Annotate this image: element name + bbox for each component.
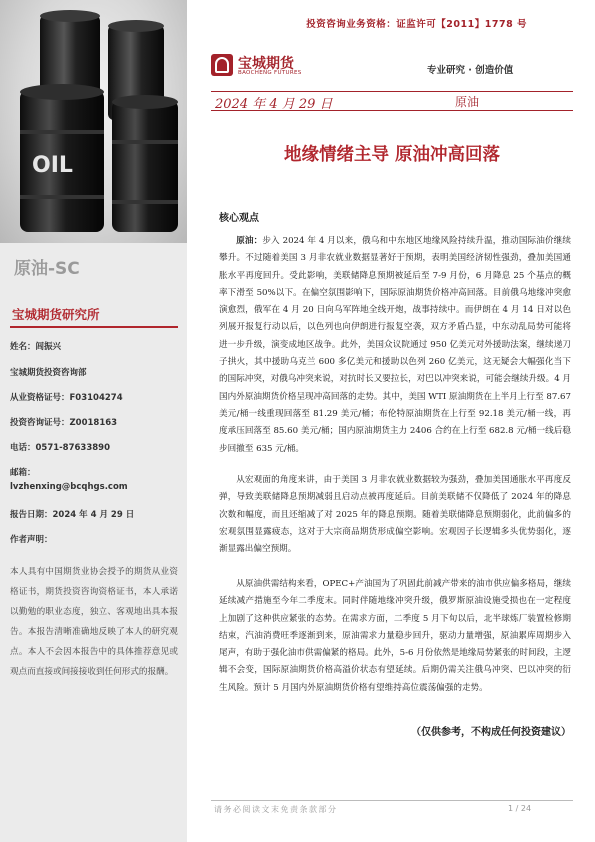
company-logo (211, 54, 315, 80)
footer-divider (211, 800, 573, 801)
institute-divider (10, 326, 178, 328)
sidebar (0, 0, 187, 842)
logo-en-text: BAOCHENG FUTURES (238, 70, 302, 76)
paragraph-lead: 原油： (236, 236, 263, 246)
footer-notice: 请务必阅读文末免责条款部分 (214, 805, 338, 814)
paragraph-body: 步入 2024 年 4 月以来，俄乌和中东地区地缘风险持续升温，推动国际油价继续攀升。不过随着美国 3 月非农就业数据显著好于预期，表明美国经济韧性强劲，叠加美国通胀水平再度回升。受此影响，美联储降息预期被延后至 7-9 月份，6 月降息 25 个基点的概率下滑至 50%以下。在偏空氛围影响下，国际原油期货价格冲高回落。目前俄乌地缘冲突愈演愈烈，俄军在 4 月 20 日向乌军阵地全线开炮，战事持续中。而伊朗在 4 月 14 日对以色列展开报复行动以后，以色列也向伊朗进行报复空袭，双方矛盾凸显，中东动乱局势可能将进一步升级，演变成地区战争。此外，美国众议院通过 950 亿美元对外援助法案，继续递刀子拱火，其中援助乌克兰 600 多亿美元和援助以色列 260 亿美元，这无疑会大幅强化当下的国际冲突，对俄乌冲突来说，对抗时长又要拉长，对巴以冲突来说，可能会继续升级。4 月国内外原油期货价格呈现冲高回落的走势。其中，美国 WTI 原油期货在上半月上行至 87.67 美元/桶一线重现回落至 81.29 美元/桶；布伦特原油期货在上行至 92.18 美元/桶一线，再度承压回落至 85.60 美元/桶；国内原油期货主力 2406 合约在上行至 682.8 元/桶一线后稳步回撤至 635 元/桶。 (219, 236, 571, 454)
paragraph-supply-demand: 从原油供需结构来看，OPEC+产油国为了巩固此前减产带来的油市供应偏多格局，继续延续减产措施至今年二季度末。同时伴随地缘冲突升级，俄罗斯原油设施受损也在一定程度上加剧了这种供应紧张的态势。在需求方面，二季度 5 月下旬以后，北半球炼厂装置检修期结束，汽油消费旺季逐渐到来，原油需求力量稳步回升，驱动力量增强，原油累库周期步入尾声，有助于强化油市供需偏紧的格局。此外，5-6 月份依然是地缘局势紧张的时间段，主逻辑不会变，国际原油期货价格高溢价状态有望延续。后期仍需关注俄乌冲突、巴以冲突的衍生风险。预计 5 月国内外原油期货价格有望维持高位震荡偏强的走势。 (219, 579, 571, 693)
email-label: 邮箱： (10, 468, 36, 478)
product-code: 原油-SC (14, 259, 80, 279)
cover-image-oil-barrels (0, 0, 187, 243)
logo-cn-text: 宝城期货 (238, 56, 294, 72)
barrel-label: OIL (32, 153, 73, 178)
author-statement-label: 作者声明： (10, 535, 53, 545)
oil-barrels-illustration (0, 0, 187, 243)
paragraph-oil-overview (219, 233, 571, 458)
advisory-number: 投资咨询证号：Z0018163 (10, 418, 118, 428)
disclaimer: （仅供参考，不构成任何投资建议） (411, 727, 571, 738)
paragraph-macro: 从宏观面的角度来讲，由于美国 3 月非农就业数据较为强劲，叠加美国通胀水平再度反弹，导致美联储降息预期减弱且启动点被再度延后。目前美联储不仅降低了 2024 年的降息次数和幅度，而且还缩减了对 2025 年的降息预期。随着美联储降息预期弱化，此前偏多的宏观氛围显露疲态，这对于大宗商品期货形成偏空影响。宏观因子长逻辑多头优势弱化，逐渐显露出偏空预期。 (219, 475, 571, 555)
date-bar (211, 91, 573, 111)
barrel-front-right (112, 100, 178, 232)
institute-name: 宝城期货研究所 (12, 307, 100, 322)
slogan: 专业研究 · 创造价值 (427, 65, 514, 76)
report-date: 报告日期：2024 年 4 月 29 日 (10, 510, 135, 520)
report-category: 原油 (455, 95, 480, 109)
logo-icon (211, 54, 233, 76)
page-number: 1 / 24 (508, 804, 532, 813)
section-heading: 核心观点 (219, 213, 259, 224)
phone: 电话：0571-87633890 (10, 443, 110, 453)
author-declaration: 本人具有中国期货业协会授予的期货从业资格证书，期货投资咨询资格证书，本人承诺以勤勉的职业态度，独立、客观地出具本报告。本报告清晰准确地反映了本人的研究观点。本人不会因本报告中的具体推荐意见或观点而直接或间接接收到任何形式的报酬。 (10, 567, 178, 677)
report-title: 地缘情绪主导 原油冲高回落 (283, 145, 501, 165)
report-date-header: 2024 年 4 月 29 日 (215, 97, 333, 112)
qualification-number: 从业资格证号：F03104274 (10, 393, 123, 403)
license-text: 投资咨询业务资格：证监许可【2011】1778 号 (306, 19, 527, 30)
email-address[interactable]: lvzhenxing@bcqhgs.com (10, 482, 128, 492)
author-name: 姓名：闾振兴 (10, 342, 62, 352)
author-department: 宝城期货投资咨询部 (10, 368, 87, 378)
